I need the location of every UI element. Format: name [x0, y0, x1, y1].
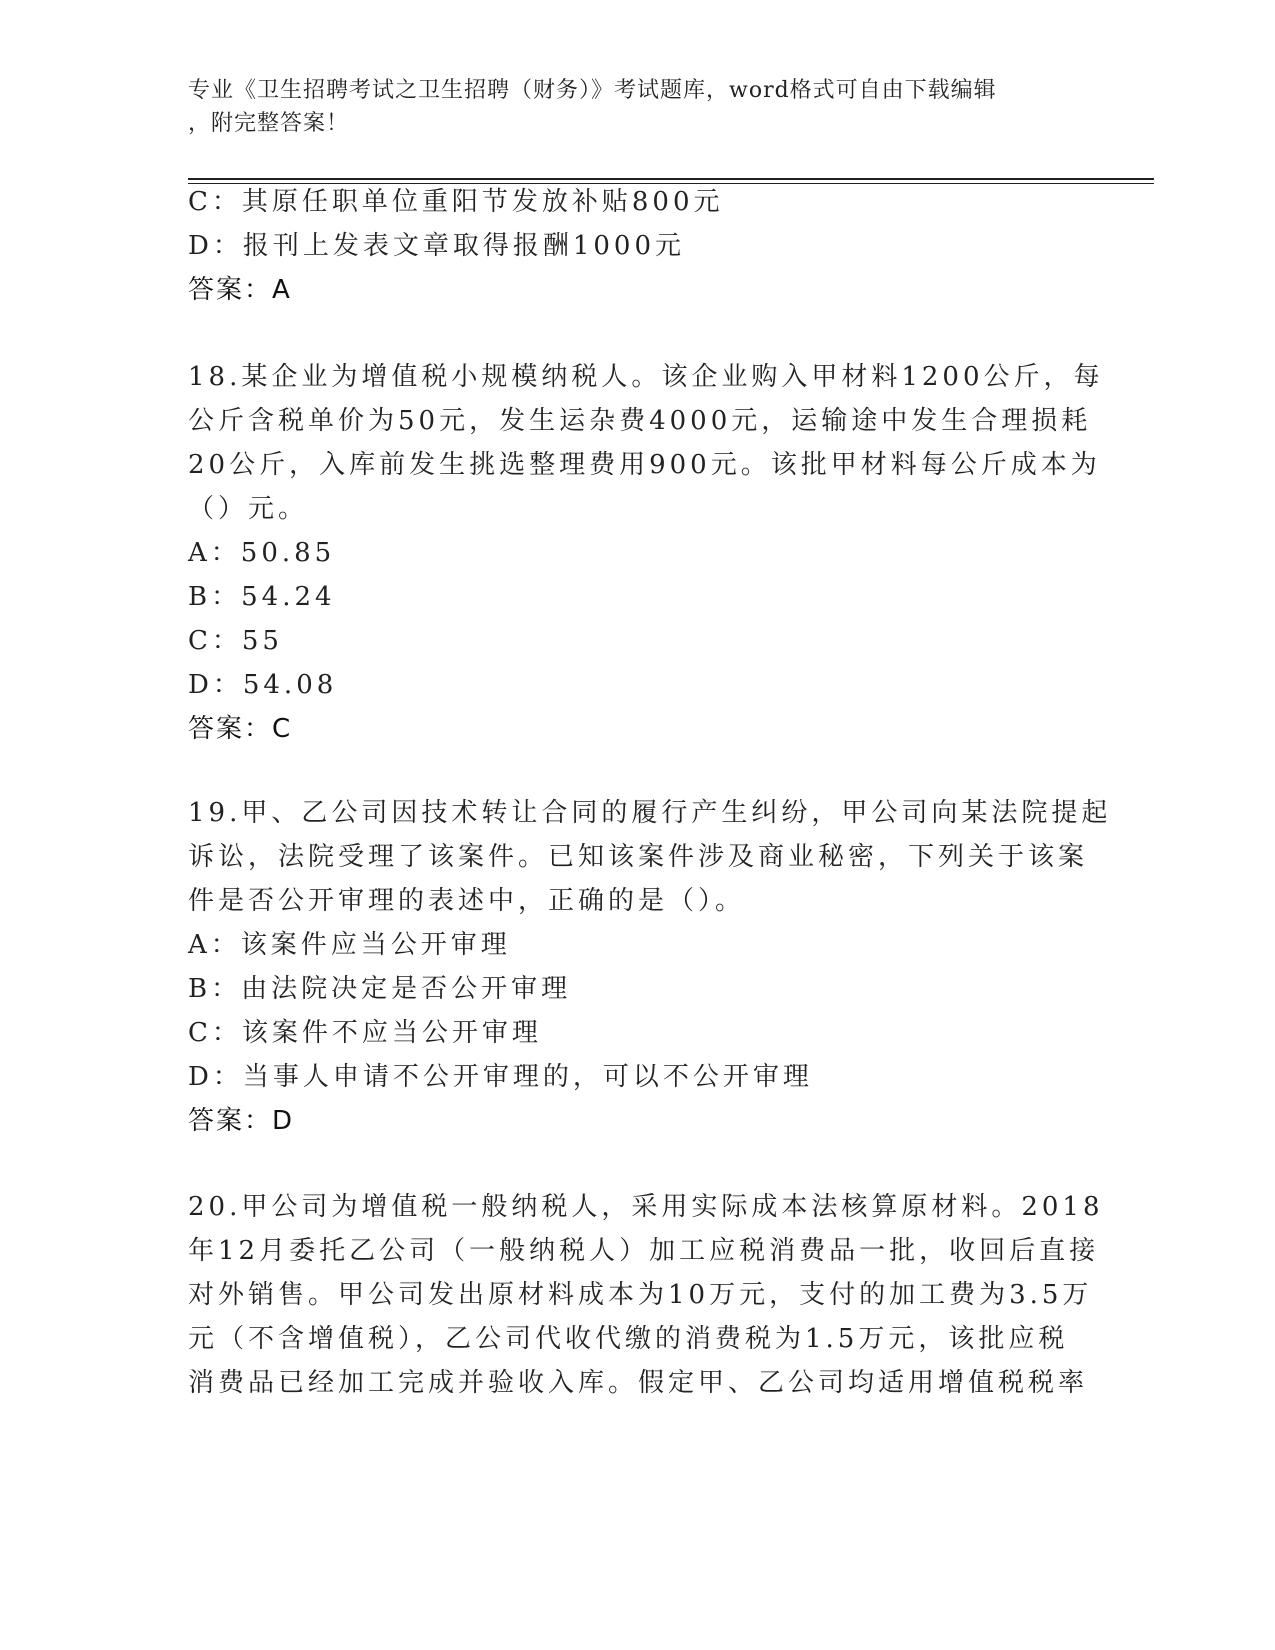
q19-option-d: D：当事人申请不公开审理的，可以不公开审理 [188, 1062, 813, 1092]
q18-stem-line-1: 18.某企业为增值税小规模纳税人。该企业购入甲材料1200公斤，每 [188, 362, 1104, 392]
header-title-line-1: 专业《卫生招聘考试之卫生招聘（财务）》考试题库，word格式可自由下载编辑 [188, 78, 997, 103]
q19-answer: 答案：D [188, 1106, 295, 1136]
header-title-line-2: ，附完整答案！ [188, 111, 350, 136]
q19-stem-line-3: 件是否公开审理的表述中，正确的是（）。 [188, 886, 746, 916]
q17-answer: 答案：A [188, 275, 292, 305]
q20-stem-line-2: 年12月委托乙公司（一般纳税人）加工应税消费品一批，收回后直接 [188, 1236, 1100, 1266]
q19-stem-line-1: 19.甲、乙公司因技术转让合同的履行产生纠纷，甲公司向某法院提起 [188, 798, 1112, 828]
q18-stem-line-4: （）元。 [188, 494, 309, 524]
q18-answer: 答案：C [188, 714, 293, 744]
q19-option-b: B：由法院决定是否公开审理 [188, 974, 572, 1004]
q19-option-c: C：该案件不应当公开审理 [188, 1018, 542, 1048]
q17-option-d: D：报刊上发表文章取得报酬1000元 [188, 231, 686, 261]
q18-option-d: D：54.08 [188, 670, 338, 700]
header-divider-thin [188, 183, 1154, 184]
q20-stem-line-1: 20.甲公司为增值税一般纳税人，采用实际成本法核算原材料。2018 [188, 1192, 1104, 1222]
q20-stem-line-4: 元（不含增值税），乙公司代收代缴的消费税为1.5万元，该批应税 [188, 1324, 1069, 1354]
q18-option-a: A：50.85 [188, 538, 336, 568]
q20-stem-line-3: 对外销售。甲公司发出原材料成本为10万元，支付的加工费为3.5万 [188, 1280, 1093, 1310]
header-divider-thick [188, 178, 1154, 180]
q19-option-a: A：该案件应当公开审理 [188, 930, 511, 960]
q19-stem-line-2: 诉讼，法院受理了该案件。已知该案件涉及商业秘密，下列关于该案 [188, 842, 1089, 872]
q18-option-b: B：54.24 [188, 582, 336, 612]
q18-stem-line-3: 20公斤，入库前发生挑选整理费用900元。该批甲材料每公斤成本为 [188, 450, 1101, 480]
q18-option-c: C：55 [188, 626, 283, 656]
page-header [188, 74, 1068, 140]
q17-option-c: C：其原任职单位重阳节发放补贴800元 [188, 187, 724, 217]
q18-stem-line-2: 公斤含税单价为50元，发生运杂费4000元，运输途中发生合理损耗 [188, 406, 1092, 436]
q20-stem-line-5: 消费品已经加工完成并验收入库。假定甲、乙公司均适用增值税税率 [188, 1368, 1089, 1398]
